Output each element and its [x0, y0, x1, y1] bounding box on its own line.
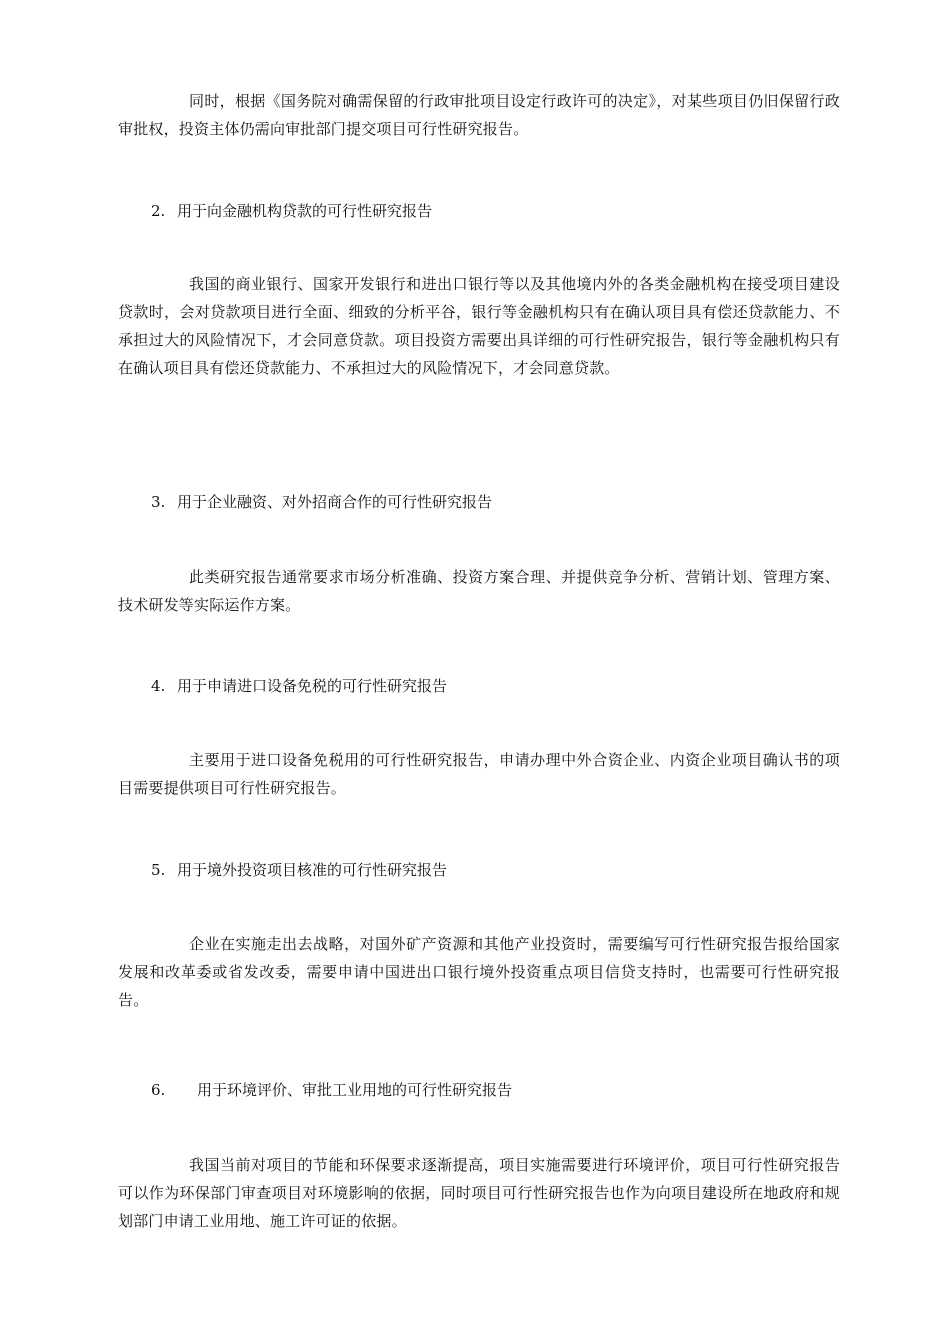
paragraph-financing: 此类研究报告通常要求市场分析准确、投资方案合理、并提供竞争分析、营销计划、管理方案、技术研发等实际运作方案。 [118, 568, 840, 614]
section-title: 用于企业融资、对外招商合作的可行性研究报告 [177, 493, 493, 511]
section-heading-6 [151, 1078, 512, 1102]
section-heading-5 [151, 858, 447, 882]
paragraph-administrative-approval: 同时，根据《国务院对确需保留的行政审批项目设定行政许可的决定》，对某些项目仍旧保留行政审批权，投资主体仍需向审批部门提交项目可行性研究报告。 [118, 92, 840, 138]
section-title: 用于环境评价、审批工业用地的可行性研究报告 [197, 1081, 513, 1099]
section-number: 4. [151, 677, 166, 695]
paragraph-tax-exemption: 主要用于进口设备免税用的可行性研究报告，申请办理中外合资企业、内资企业项目确认书的项目需要提供项目可行性研究报告。 [118, 751, 840, 797]
section-number: 5. [151, 861, 166, 879]
paragraph-overseas-investment: 企业在实施走出去战略，对国外矿产资源和其他产业投资时，需要编写可行性研究报告报给国家发展和改革委或省发改委，需要申请中国进出口银行境外投资重点项目信贷支持时，也需要可行性研究报告。 [118, 935, 840, 1009]
section-title: 用于申请进口设备免税的可行性研究报告 [177, 677, 448, 695]
paragraph-bank-loans: 我国的商业银行、国家开发银行和进出口银行等以及其他境内外的各类金融机构在接受项目建设贷款时，会对贷款项目进行全面、细致的分析平谷，银行等金融机构只有在确认项目具有偿还贷款能力、不承担过大的风险情况下，才会同意贷款。项目投资方需要出具详细的可行性研究报告，银行等金融机构只有在确认项目具有偿还贷款能力、不承担过大的风险情况下，才会同意贷款。 [118, 275, 840, 377]
section-heading-3 [151, 490, 492, 514]
section-number: 6. [151, 1081, 166, 1099]
section-title: 用于向金融机构贷款的可行性研究报告 [177, 202, 433, 220]
section-number: 3. [151, 493, 166, 511]
section-heading-2 [151, 199, 432, 223]
section-title: 用于境外投资项目核准的可行性研究报告 [177, 861, 448, 879]
section-number: 2. [151, 202, 166, 220]
section-heading-4 [151, 674, 447, 698]
paragraph-environmental-assessment: 我国当前对项目的节能和环保要求逐渐提高，项目实施需要进行环境评价，项目可行性研究报告可以作为环保部门审查项目对环境影响的依据，同时项目可行性研究报告也作为向项目建设所在地政府和规划部门申请工业用地、施工许可证的依据。 [118, 1156, 840, 1230]
